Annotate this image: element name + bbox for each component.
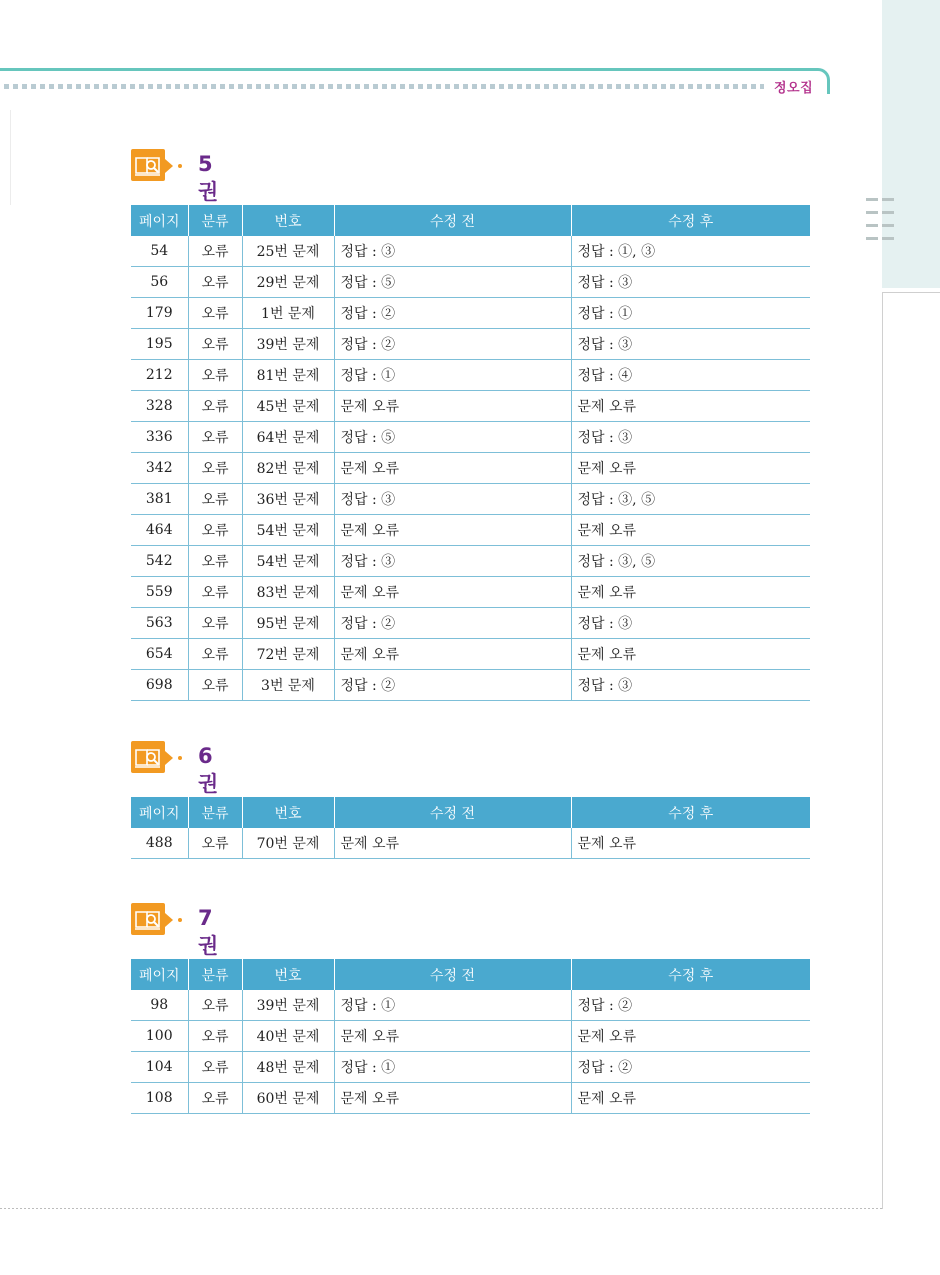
before-correction-cell: 문제 오류 (334, 515, 571, 546)
section-title: 5권 (198, 152, 219, 204)
page-cell: 56 (131, 267, 188, 298)
problem-number-cell: 95번 문제 (242, 608, 334, 639)
column-header-page: 페이지 (131, 205, 188, 236)
table-row (131, 546, 810, 577)
before-correction-cell: 문제 오류 (334, 391, 571, 422)
page-cell: 698 (131, 670, 188, 701)
table-header-row (131, 959, 810, 990)
before-correction-cell: 정답 : ② (334, 608, 571, 639)
category-cell: 오류 (188, 484, 242, 515)
column-header-page: 페이지 (131, 959, 188, 990)
problem-number-cell: 54번 문제 (242, 515, 334, 546)
table-row (131, 990, 810, 1021)
category-cell: 오류 (188, 546, 242, 577)
section-title: 7권 (198, 906, 219, 958)
category-cell: 오류 (188, 670, 242, 701)
column-header-category: 분류 (188, 797, 242, 828)
table-header-row (131, 205, 810, 236)
table-row (131, 422, 810, 453)
header-dotted-rule (4, 84, 764, 89)
book-search-icon (131, 149, 165, 181)
category-cell: 오류 (188, 236, 242, 267)
problem-number-cell: 29번 문제 (242, 267, 334, 298)
problem-number-cell: 45번 문제 (242, 391, 334, 422)
category-cell: 오류 (188, 453, 242, 484)
table-body (131, 236, 810, 701)
table-row (131, 577, 810, 608)
column-header-before: 수정 전 (334, 205, 571, 236)
category-cell: 오류 (188, 329, 242, 360)
page-cell: 104 (131, 1052, 188, 1083)
table-row (131, 639, 810, 670)
after-correction-cell: 문제 오류 (571, 453, 810, 484)
before-correction-cell: 정답 : ⑤ (334, 422, 571, 453)
table-row (131, 828, 810, 859)
page-cell: 179 (131, 298, 188, 329)
category-cell: 오류 (188, 828, 242, 859)
before-correction-cell: 정답 : ② (334, 670, 571, 701)
category-cell: 오류 (188, 1021, 242, 1052)
table-row (131, 515, 810, 546)
table-body (131, 990, 810, 1114)
after-correction-cell: 정답 : ② (571, 990, 810, 1021)
before-correction-cell: 정답 : ② (334, 329, 571, 360)
heading-dot-icon (178, 164, 182, 168)
category-cell: 오류 (188, 1052, 242, 1083)
before-correction-cell: 정답 : ① (334, 1052, 571, 1083)
category-cell: 오류 (188, 391, 242, 422)
after-correction-cell: 문제 오류 (571, 577, 810, 608)
before-correction-cell: 정답 : ① (334, 360, 571, 391)
category-cell: 오류 (188, 360, 242, 391)
problem-number-cell: 36번 문제 (242, 484, 334, 515)
problem-number-cell: 3번 문제 (242, 670, 334, 701)
before-correction-cell: 정답 : ③ (334, 546, 571, 577)
problem-number-cell: 48번 문제 (242, 1052, 334, 1083)
page-cell: 195 (131, 329, 188, 360)
heading-arrow-icon (165, 751, 173, 765)
after-correction-cell: 문제 오류 (571, 515, 810, 546)
before-correction-cell: 정답 : ① (334, 990, 571, 1021)
table-row (131, 1083, 810, 1114)
heading-arrow-icon (165, 913, 173, 927)
column-header-number: 번호 (242, 205, 334, 236)
book-search-icon (131, 903, 165, 935)
table-row (131, 1052, 810, 1083)
errata-table-5 (131, 205, 810, 701)
category-cell: 오류 (188, 639, 242, 670)
page-cell: 381 (131, 484, 188, 515)
before-correction-cell: 정답 : ③ (334, 236, 571, 267)
before-correction-cell: 문제 오류 (334, 1021, 571, 1052)
page-cell: 336 (131, 422, 188, 453)
table-row (131, 236, 810, 267)
after-correction-cell: 정답 : ① (571, 298, 810, 329)
page-cell: 98 (131, 990, 188, 1021)
table-row (131, 360, 810, 391)
after-correction-cell: 문제 오류 (571, 1083, 810, 1114)
heading-dot-icon (178, 918, 182, 922)
page-cell: 54 (131, 236, 188, 267)
after-correction-cell: 문제 오류 (571, 639, 810, 670)
page-cell: 342 (131, 453, 188, 484)
table-row (131, 1021, 810, 1052)
after-correction-cell: 정답 : ①, ③ (571, 236, 810, 267)
page-cell: 563 (131, 608, 188, 639)
problem-number-cell: 72번 문제 (242, 639, 334, 670)
side-divider (882, 292, 940, 293)
after-correction-cell: 문제 오류 (571, 828, 810, 859)
category-cell: 오류 (188, 515, 242, 546)
table-body (131, 828, 810, 859)
problem-number-cell: 83번 문제 (242, 577, 334, 608)
column-header-after: 수정 후 (571, 797, 810, 828)
before-correction-cell: 문제 오류 (334, 577, 571, 608)
before-correction-cell: 정답 : ⑤ (334, 267, 571, 298)
table-row (131, 453, 810, 484)
page-cell: 328 (131, 391, 188, 422)
problem-number-cell: 25번 문제 (242, 236, 334, 267)
problem-number-cell: 54번 문제 (242, 546, 334, 577)
problem-number-cell: 39번 문제 (242, 990, 334, 1021)
header-border (0, 68, 830, 94)
after-correction-cell: 정답 : ③, ⑤ (571, 546, 810, 577)
after-correction-cell: 정답 : ② (571, 1052, 810, 1083)
page-cell: 542 (131, 546, 188, 577)
column-header-number: 번호 (242, 797, 334, 828)
page-cell: 464 (131, 515, 188, 546)
table-row (131, 329, 810, 360)
after-correction-cell: 문제 오류 (571, 391, 810, 422)
page-cell: 100 (131, 1021, 188, 1052)
category-cell: 오류 (188, 267, 242, 298)
heading-arrow-icon (165, 159, 173, 173)
after-correction-cell: 정답 : ③ (571, 608, 810, 639)
column-header-page: 페이지 (131, 797, 188, 828)
column-header-category: 분류 (188, 959, 242, 990)
side-tab-lines (866, 198, 894, 250)
section-title: 6권 (198, 744, 219, 796)
problem-number-cell: 70번 문제 (242, 828, 334, 859)
after-correction-cell: 정답 : ③ (571, 422, 810, 453)
page-cell: 654 (131, 639, 188, 670)
column-header-after: 수정 후 (571, 205, 810, 236)
problem-number-cell: 82번 문제 (242, 453, 334, 484)
after-correction-cell: 정답 : ③ (571, 267, 810, 298)
problem-number-cell: 60번 문제 (242, 1083, 334, 1114)
page-header-title: 정오집 (774, 81, 814, 96)
problem-number-cell: 39번 문제 (242, 329, 334, 360)
page-cell: 108 (131, 1083, 188, 1114)
book-search-icon (131, 741, 165, 773)
column-header-before: 수정 전 (334, 959, 571, 990)
before-correction-cell: 정답 : ③ (334, 484, 571, 515)
before-correction-cell: 문제 오류 (334, 639, 571, 670)
category-cell: 오류 (188, 1083, 242, 1114)
table-header-row (131, 797, 810, 828)
bottom-divider (0, 1208, 883, 1209)
column-header-number: 번호 (242, 959, 334, 990)
table-row (131, 391, 810, 422)
before-correction-cell: 문제 오류 (334, 1083, 571, 1114)
category-cell: 오류 (188, 577, 242, 608)
table-row (131, 608, 810, 639)
heading-dot-icon (178, 756, 182, 760)
after-correction-cell: 문제 오류 (571, 1021, 810, 1052)
table-row (131, 670, 810, 701)
category-cell: 오류 (188, 608, 242, 639)
table-row (131, 267, 810, 298)
column-header-category: 분류 (188, 205, 242, 236)
before-correction-cell: 정답 : ② (334, 298, 571, 329)
page-cell: 559 (131, 577, 188, 608)
errata-table-6 (131, 797, 810, 859)
column-header-before: 수정 전 (334, 797, 571, 828)
problem-number-cell: 40번 문제 (242, 1021, 334, 1052)
table-row (131, 298, 810, 329)
category-cell: 오류 (188, 298, 242, 329)
before-correction-cell: 문제 오류 (334, 453, 571, 484)
problem-number-cell: 81번 문제 (242, 360, 334, 391)
left-guide (10, 110, 11, 205)
after-correction-cell: 정답 : ③, ⑤ (571, 484, 810, 515)
page-cell: 212 (131, 360, 188, 391)
after-correction-cell: 정답 : ③ (571, 329, 810, 360)
before-correction-cell: 문제 오류 (334, 828, 571, 859)
page-cell: 488 (131, 828, 188, 859)
after-correction-cell: 정답 : ③ (571, 670, 810, 701)
after-correction-cell: 정답 : ④ (571, 360, 810, 391)
side-border (882, 292, 883, 1209)
errata-table-7 (131, 959, 810, 1114)
problem-number-cell: 64번 문제 (242, 422, 334, 453)
category-cell: 오류 (188, 990, 242, 1021)
category-cell: 오류 (188, 422, 242, 453)
problem-number-cell: 1번 문제 (242, 298, 334, 329)
column-header-after: 수정 후 (571, 959, 810, 990)
table-row (131, 484, 810, 515)
